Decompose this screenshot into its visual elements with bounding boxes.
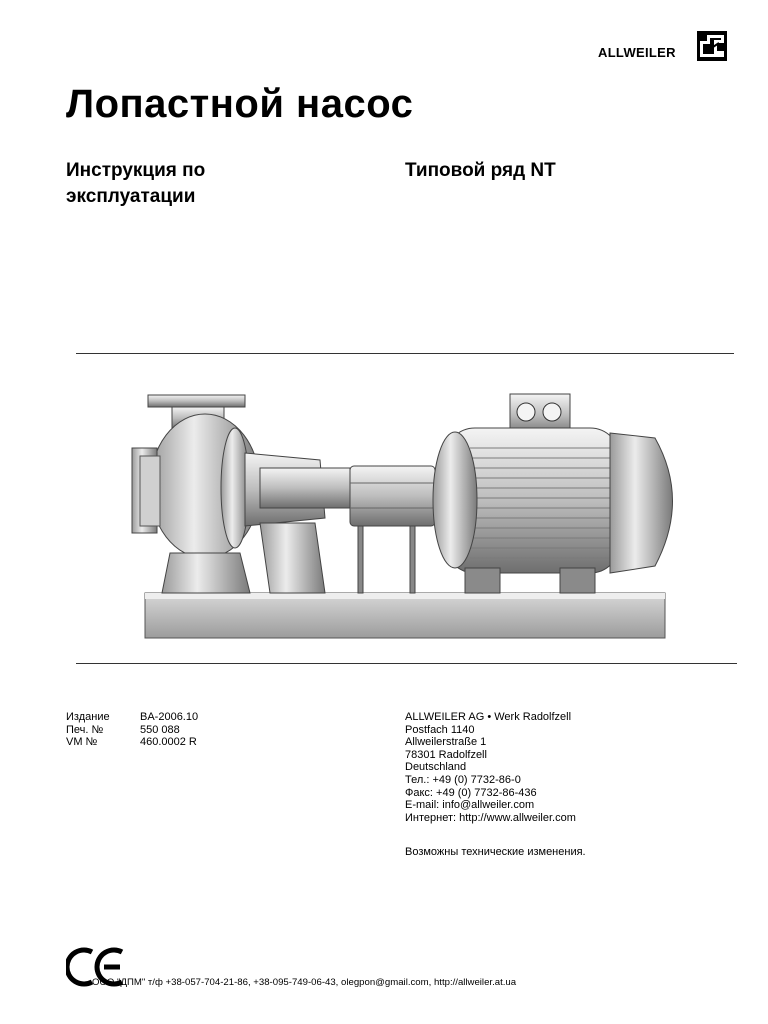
info-value: BA-2006.10 [140, 711, 199, 723]
address-line: ALLWEILER AG • Werk Radolfzell [405, 711, 572, 723]
dealer-contact-footer: ООО "ДПМ" т/ф +38-057-704-21-86, +38-095-749-06-43, olegpon@gmail.com, http://allweiler.at.ua [92, 977, 517, 988]
info-row [66, 711, 198, 724]
pump-illustration [110, 378, 690, 643]
disclaimer-text: Возможны технические изменения. [405, 846, 586, 858]
series-subtitle: Типовой ряд NT [405, 160, 556, 181]
info-row [66, 724, 198, 737]
brand-logo-text: ALLWEILER [598, 45, 676, 60]
address-line: Postfach 1140 [405, 723, 475, 736]
info-label: VM № [66, 736, 98, 749]
info-value: 550 088 [140, 723, 180, 736]
email-line: E-mail: info@allweiler.com [405, 799, 535, 812]
company-address [405, 711, 576, 824]
info-label: Печ. № [66, 723, 104, 736]
info-label: Издание [66, 711, 110, 723]
document-type-subtitle: Инструкция по эксплуатации [66, 160, 206, 207]
allweiler-logo-icon [697, 31, 727, 61]
website-line: Интернет: http://www.allweiler.com [405, 811, 576, 824]
address-line: Allweilerstraße 1 [405, 736, 487, 749]
info-value: 460.0002 R [140, 736, 197, 749]
page-title: Лопастной насос [66, 82, 414, 126]
info-row [66, 736, 198, 749]
phone-line: Тел.: +49 (0) 7732-86-0 [405, 773, 521, 786]
divider-top [76, 353, 734, 354]
address-line: 78301 Radolfzell [405, 748, 487, 761]
fax-line: Факс: +49 (0) 7732-86-436 [405, 786, 537, 799]
divider-bottom [76, 663, 737, 664]
edition-info [66, 711, 198, 749]
address-line: Deutschland [405, 761, 467, 774]
